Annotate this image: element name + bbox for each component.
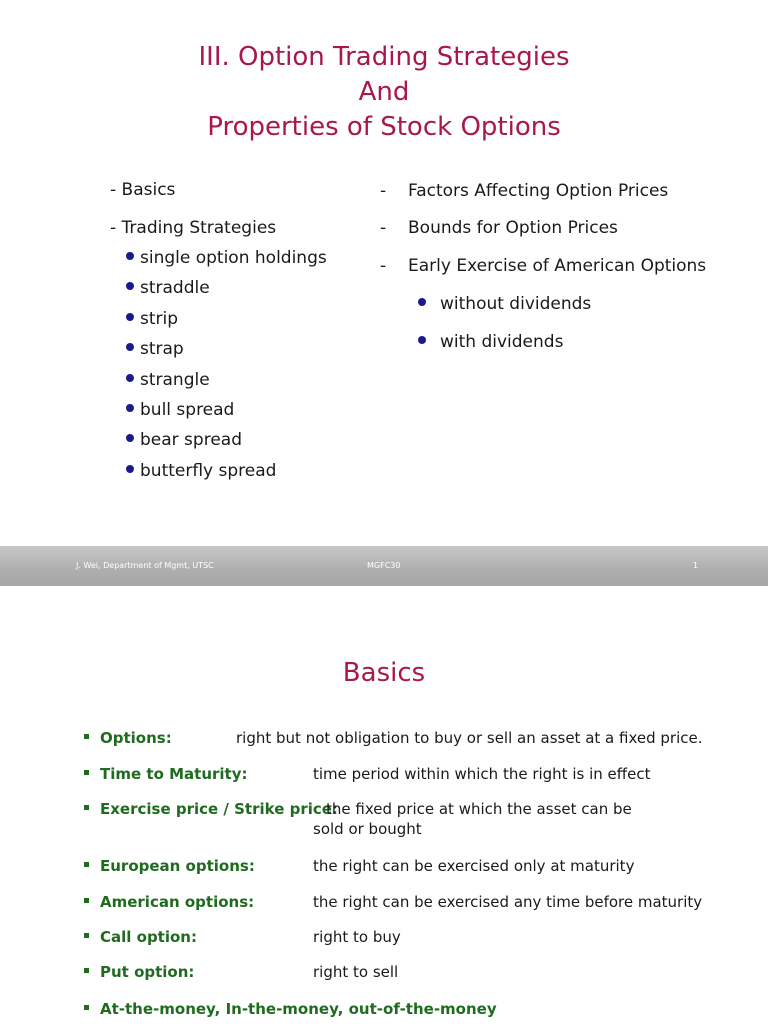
topic-early-exercise: Early Exercise of American Options: [408, 256, 707, 276]
definition-term: American options:: [100, 893, 255, 911]
footer-author: J. Wei, Department of Mgmt, UTSC: [76, 561, 214, 570]
slide-footer: [0, 546, 768, 586]
square-bullet-icon: [84, 1005, 89, 1010]
definition-term: Options:: [100, 729, 172, 747]
definition-text: the right can be exercised any time before maturity: [313, 893, 703, 911]
strategy-item: bull spread: [126, 400, 234, 420]
strategy-item: single option holdings: [126, 248, 327, 268]
dash-marker: -: [380, 181, 387, 201]
footer-course: MGFC30: [367, 561, 401, 570]
bullet-dot-icon: [126, 374, 134, 382]
slide-2-title: Basics: [342, 658, 426, 688]
definition-term: Put option:: [100, 963, 195, 981]
bullet-dot-icon: [126, 343, 134, 351]
definition-term: European options:: [100, 857, 255, 875]
dash-marker: -: [380, 218, 387, 238]
bullet-dot-icon: [126, 465, 134, 473]
slide-2: [0, 586, 768, 1024]
title-line-3: Properties of Stock Options: [207, 112, 561, 142]
definition-text: right to buy: [313, 928, 401, 946]
definition-text: right to sell: [313, 963, 399, 981]
strategy-item: strap: [126, 339, 184, 359]
definition-term: Exercise price / Strike price:: [100, 800, 338, 818]
definition-term: Call option:: [100, 928, 197, 946]
definition-text: the right can be exercised only at maturity: [313, 857, 635, 875]
bullet-dot-icon: [126, 252, 134, 260]
definition-term: Time to Maturity:: [100, 765, 248, 783]
square-bullet-icon: [84, 968, 89, 973]
strategy-item: strangle: [126, 370, 210, 390]
square-bullet-icon: [84, 770, 89, 775]
strategy-item: bear spread: [126, 430, 242, 450]
bullet-dot-icon: [126, 434, 134, 442]
sub-topic-item: without dividends: [418, 294, 591, 314]
definition-text-continued: sold or bought: [313, 820, 422, 838]
sub-topic-item: with dividends: [418, 332, 563, 352]
topic-bounds: Bounds for Option Prices: [408, 218, 618, 238]
definition-text: time period within which the right is in effect: [313, 765, 651, 783]
footer-page-number: 1: [693, 561, 699, 570]
topic-factors: Factors Affecting Option Prices: [408, 181, 669, 201]
title-line-1: III. Option Trading Strategies: [198, 42, 570, 72]
strategy-item: straddle: [126, 278, 210, 298]
definition-term: At-the-money, In-the-money, out-of-the-money: [100, 1000, 497, 1018]
definition-text: the fixed price at which the asset can be: [326, 800, 632, 818]
square-bullet-icon: [84, 862, 89, 867]
bullet-dot-icon: [126, 282, 134, 290]
bullet-dot-icon: [418, 336, 426, 344]
topic-basics: - Basics: [110, 180, 176, 200]
square-bullet-icon: [84, 734, 89, 739]
slide-1-title: [0, 40, 768, 145]
strategy-item: butterfly spread: [126, 461, 276, 481]
square-bullet-icon: [84, 898, 89, 903]
strategy-item: strip: [126, 309, 178, 329]
title-line-2: And: [358, 77, 410, 107]
square-bullet-icon: [84, 933, 89, 938]
bullet-dot-icon: [126, 404, 134, 412]
definition-text: right but not obligation to buy or sell an asset at a fixed price.: [236, 729, 703, 747]
bullet-dot-icon: [126, 313, 134, 321]
square-bullet-icon: [84, 805, 89, 810]
bullet-dot-icon: [418, 298, 426, 306]
topic-trading-strategies: - Trading Strategies: [110, 218, 277, 238]
dash-marker: -: [380, 256, 387, 276]
